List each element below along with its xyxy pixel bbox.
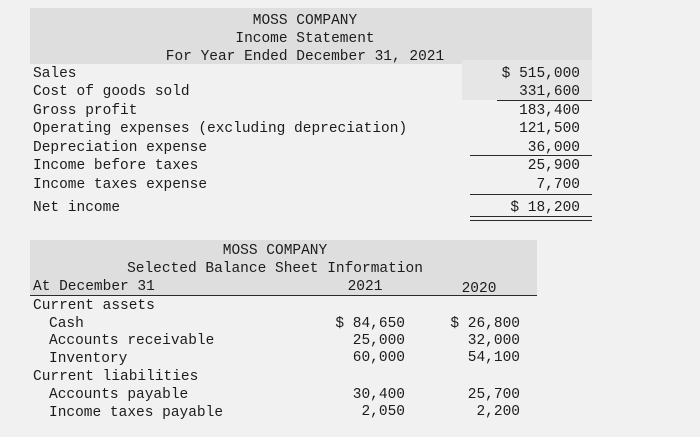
bs-accounts-receivable-2020: 32,000: [467, 333, 520, 349]
is-double-rule-net-income: [470, 216, 592, 221]
bs-label-accounts-payable: Accounts payable: [49, 387, 189, 403]
is-label-cogs: Cost of goods sold: [33, 84, 190, 100]
bs-label-accounts-receivable: Accounts receivable: [49, 333, 215, 349]
bs-inventory-2021: 60,000: [352, 350, 405, 366]
bs-accounts-payable-2020: 25,700: [467, 387, 520, 403]
is-label-gross-profit: Gross profit: [33, 103, 138, 119]
bs-current-liabilities-label: Current liabilities: [33, 369, 199, 385]
bs-cash-2020: $ 26,800: [450, 316, 520, 332]
is-label-sales: Sales: [33, 66, 77, 82]
is-amount-income-taxes: 7,700: [536, 177, 580, 193]
is-label-depreciation: Depreciation expense: [33, 140, 208, 156]
balance-sheet-col-2020: 2020: [461, 281, 497, 297]
income-statement-company: MOSS COMPANY: [252, 13, 358, 29]
is-rule-after-cogs: [497, 100, 592, 101]
bs-accounts-receivable-2021: 25,000: [352, 333, 405, 349]
bs-cash-2021: $ 84,650: [335, 316, 405, 332]
bs-accounts-payable-2021: 30,400: [352, 387, 405, 403]
is-label-net-income: Net income: [33, 200, 121, 216]
bs-income-taxes-payable-2021: 2,050: [361, 404, 405, 420]
is-amount-cogs: 331,600: [519, 84, 580, 100]
income-statement-period: For Year Ended December 31, 2021: [165, 49, 445, 65]
balance-sheet-company: MOSS COMPANY: [222, 243, 328, 259]
is-amount-net-income: $ 18,200: [510, 200, 580, 216]
balance-sheet-header-rule: [30, 295, 537, 296]
is-amount-operating-expenses: 121,500: [519, 121, 580, 137]
is-label-income-taxes: Income taxes expense: [33, 177, 208, 193]
balance-sheet-col-2021: 2021: [347, 279, 383, 295]
is-rule-after-depreciation: [470, 155, 592, 156]
is-label-operating-expenses: Operating expenses (excluding depreciation): [33, 121, 408, 137]
bs-inventory-2020: 54,100: [467, 350, 520, 366]
is-amount-sales: $ 515,000: [501, 66, 580, 82]
bs-income-taxes-payable-2020: 2,200: [476, 404, 520, 420]
bs-label-inventory: Inventory: [49, 351, 128, 367]
is-label-income-before-taxes: Income before taxes: [33, 158, 199, 174]
bs-current-assets-label: Current assets: [33, 298, 155, 314]
bs-label-income-taxes-payable: Income taxes payable: [49, 405, 224, 421]
bs-label-cash: Cash: [49, 316, 84, 332]
is-rule-after-taxes: [470, 194, 592, 195]
income-statement-title: Income Statement: [235, 31, 375, 47]
is-amount-income-before-taxes: 25,900: [527, 158, 580, 174]
balance-sheet-title: Selected Balance Sheet Information: [127, 261, 423, 277]
balance-sheet-date-label: At December 31: [33, 279, 155, 295]
is-amount-depreciation: 36,000: [527, 140, 580, 156]
is-amount-gross-profit: 183,400: [519, 103, 580, 119]
